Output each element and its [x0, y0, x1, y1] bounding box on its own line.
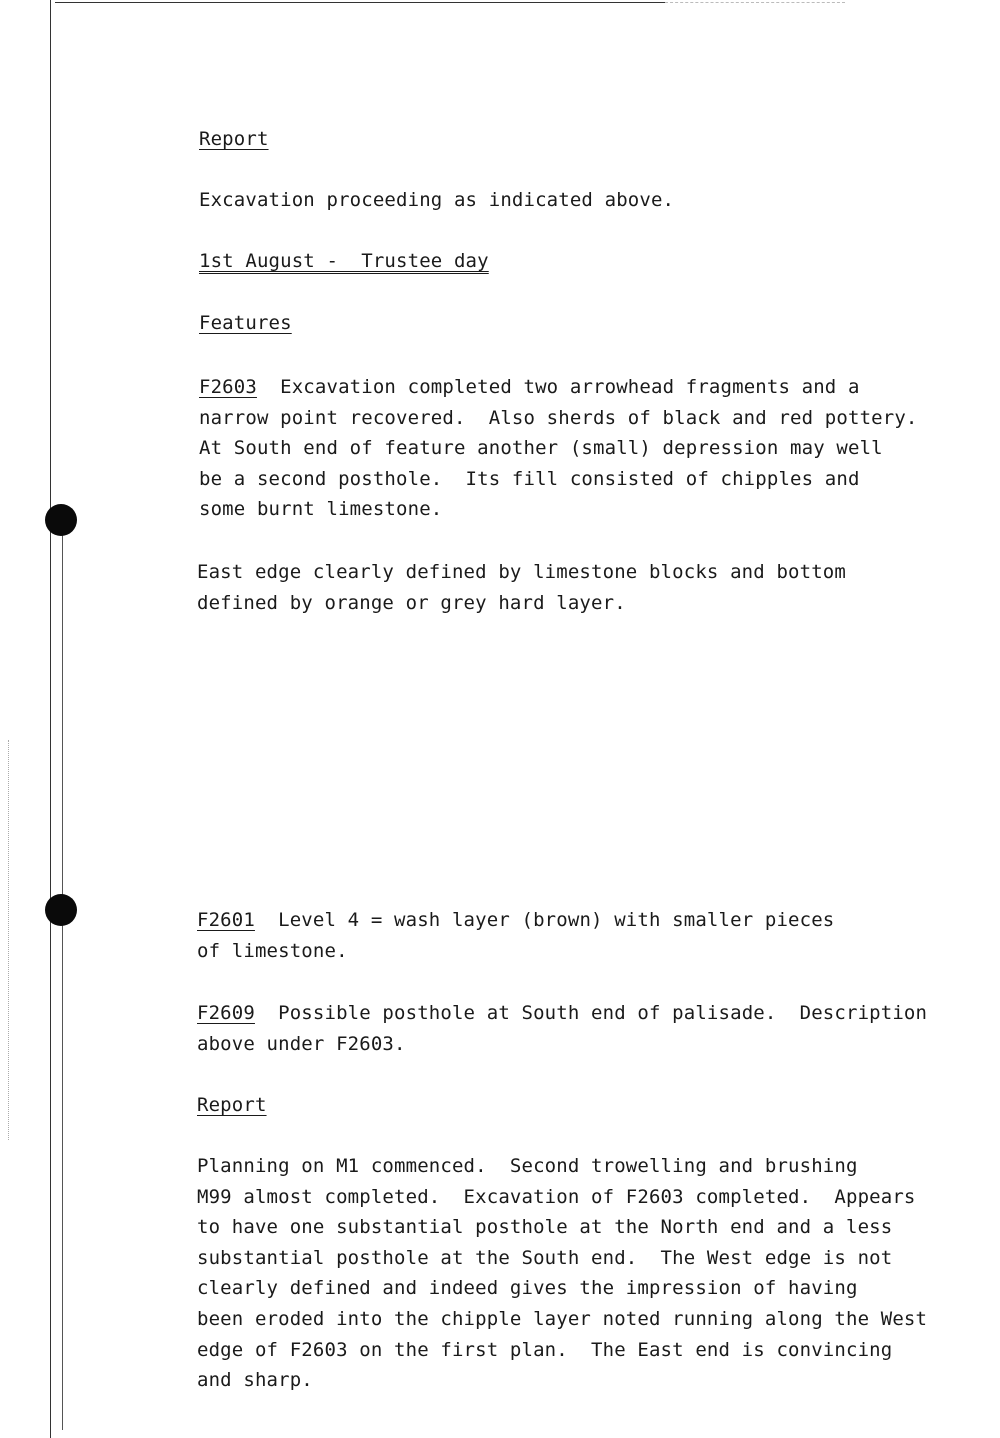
report-2-line-5: clearly defined and indeed gives the impression of having — [197, 1277, 858, 1300]
heading-report-1-text: Report — [199, 128, 269, 150]
top-border-faint — [665, 2, 845, 3]
heading-features-text: Features — [199, 312, 292, 334]
f2609-ref: F2609 — [197, 1002, 255, 1024]
report-2-line-2: M99 almost completed. Excavation of F2603 completed. Appears — [197, 1185, 916, 1208]
left-margin-line — [50, 0, 51, 1438]
report-2-paragraph — [197, 1151, 927, 1396]
date-heading — [199, 246, 489, 277]
left-margin-inner-line — [62, 520, 63, 1430]
f2603-line-3: At South end of feature another (small) depression may well — [199, 437, 883, 460]
f2601-paragraph — [197, 905, 834, 966]
f2609-line-1: Possible posthole at South end of palisade. Description — [254, 1002, 928, 1024]
report-2-line-6: been eroded into the chipple layer noted running along the West — [197, 1307, 928, 1330]
east-edge-paragraph — [197, 557, 846, 618]
punch-hole-upper — [45, 504, 77, 536]
punch-hole-lower — [45, 894, 77, 926]
f2603-line-1: Excavation completed two arrowhead fragments and a — [256, 376, 860, 398]
top-border-line — [55, 2, 665, 3]
f2601-line-2: of limestone. — [197, 939, 348, 962]
f2601-line-1: Level 4 = wash layer (brown) with smaller pieces — [254, 909, 835, 931]
heading-features — [199, 308, 292, 339]
report-2-line-3: to have one substantial posthole at the North end and a less — [197, 1216, 893, 1239]
line-excavation-proceeding: Excavation proceeding as indicated above. — [199, 189, 675, 211]
f2603-line-5: some burnt limestone. — [199, 498, 443, 521]
east-edge-line-2: defined by orange or grey hard layer. — [197, 591, 626, 614]
heading-report-1 — [199, 124, 269, 155]
f2603-line-2: narrow point recovered. Also sherds of black and red pottery. — [199, 406, 918, 429]
f2601-ref: F2601 — [197, 909, 255, 931]
f2603-line-4: be a second posthole. Its fill consisted of chipples and — [199, 467, 860, 490]
heading-report-2 — [197, 1090, 267, 1121]
report-2-line-4: substantial posthole at the South end. The West edge is not — [197, 1246, 893, 1269]
east-edge-line-1: East edge clearly defined by limestone blocks and bottom — [197, 561, 846, 583]
report-2-line-8: and sharp. — [197, 1369, 313, 1392]
f2609-paragraph — [197, 998, 927, 1059]
f2603-ref: F2603 — [199, 376, 257, 398]
f2603-paragraph — [199, 372, 918, 525]
f2609-line-2: above under F2603. — [197, 1032, 406, 1055]
heading-report-2-text: Report — [197, 1094, 267, 1116]
report-2-line-7: edge of F2603 on the first plan. The East end is convincing — [197, 1338, 893, 1361]
margin-scan-marks — [8, 740, 9, 1140]
report-2-line-1: Planning on M1 commenced. Second trowelling and brushing — [197, 1155, 858, 1177]
date-heading-text: 1st August - Trustee day — [199, 250, 489, 272]
